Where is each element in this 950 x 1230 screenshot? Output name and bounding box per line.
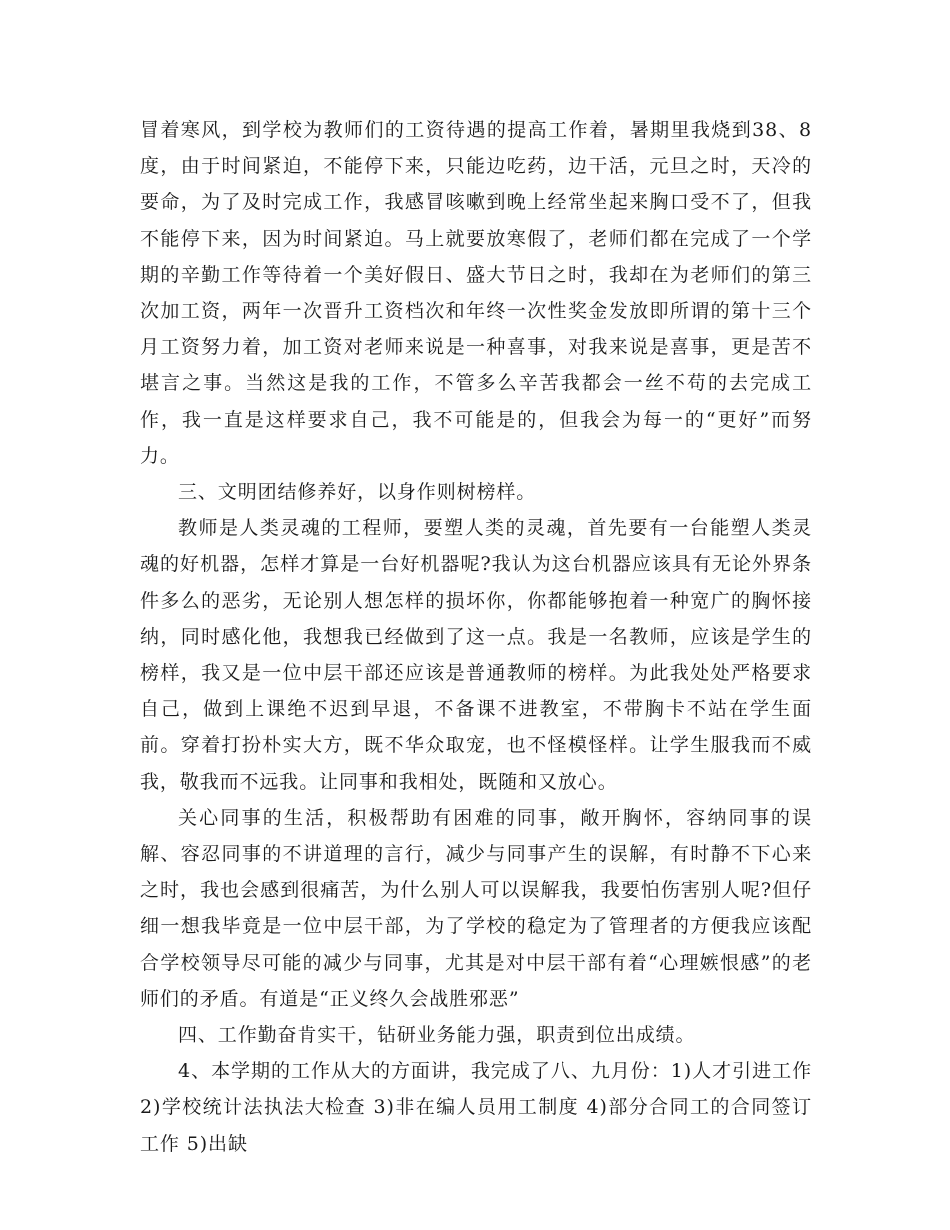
- paragraph-salary-work: 冒着寒风，到学校为教师们的工资待遇的提高工作着，暑期里我烧到38、8度，由于时间紧迫，不能停下来，只能边吃药，边干活，元旦之时，天冷的要命，为了及时完成工作，我感冒咳嗽到晚上经常坐起来胸口受不了，但我不能停下来，因为时间紧迫。马上就要放寒假了，老师们都在完成了一个学期的辛勤工作等待着一个美好假日、盛大节日之时，我却在为老师们的第三次加工资，两年一次晋升工资档次和年终一次性奖金发放即所谓的第十三个月工资努力着，加工资对老师来说是一种喜事，对我来说是喜事，更是苦不堪言之事。当然这是我的工作，不管多么辛苦我都会一丝不苟的去完成工作，我一直是这样要求自己，我不可能是的，但我会为每一的“更好”而努力。: [140, 119, 812, 467]
- paragraph-teacher-role-model: 教师是人类灵魂的工程师，要塑人类的灵魂，首先要有一台能塑人类灵魂的好机器，怎样才算是一台好机器呢?我认为这台机器应该具有无论外界条件多么的恶劣，无论别人想怎样的损坏你，你都能够抱着一种宽广的胸怀接纳，同时感化他，我想我已经做到了这一点。我是一名教师，应该是学生的榜样，我又是一位中层干部还应该是普通教师的榜样。为此我处处严格要求自己，做到上课绝不迟到早退，不备课不进教室，不带胸卡不站在学生面前。穿着打扮朴实大方，既不华众取宠，也不怪模怪样。让学生服我而不威我，敬我而不远我。让同事和我相处，既随和又放心。: [140, 517, 812, 793]
- section-heading-3: 三、文明团结修养好，以身作则树榜样。: [178, 481, 537, 504]
- paragraph-semester-work: 4、本学期的工作从大的方面讲，我完成了八、九月份：1)人才引进工作 2)学校统计法执法大检查 3)非在编人员用工制度 4)部分合同工的合同签订工作 5)出缺: [140, 1060, 812, 1155]
- section-heading-4: 四、工作勤奋肯实干，钻研业务能力强，职责到位出成绩。: [178, 1024, 696, 1047]
- paragraph-care-colleagues: 关心同事的生活，积极帮助有困难的同事，敞开胸怀，容纳同事的误解、容忍同事的不讲道理的言行，减少与同事产生的误解，有时静不下心来之时，我也会感到很痛苦，为什么别人可以误解我，我要怕伤害别人呢?但仔细一想我毕竟是一位中层干部，为了学校的稳定为了管理者的方便我应该配合学校领导尽可能的减少与同事，尤其是对中层干部有着“心理嫉恨感”的老师们的矛盾。有道是“正义终久会战胜邪恶”: [140, 806, 812, 1010]
- document-body: [140, 112, 812, 1162]
